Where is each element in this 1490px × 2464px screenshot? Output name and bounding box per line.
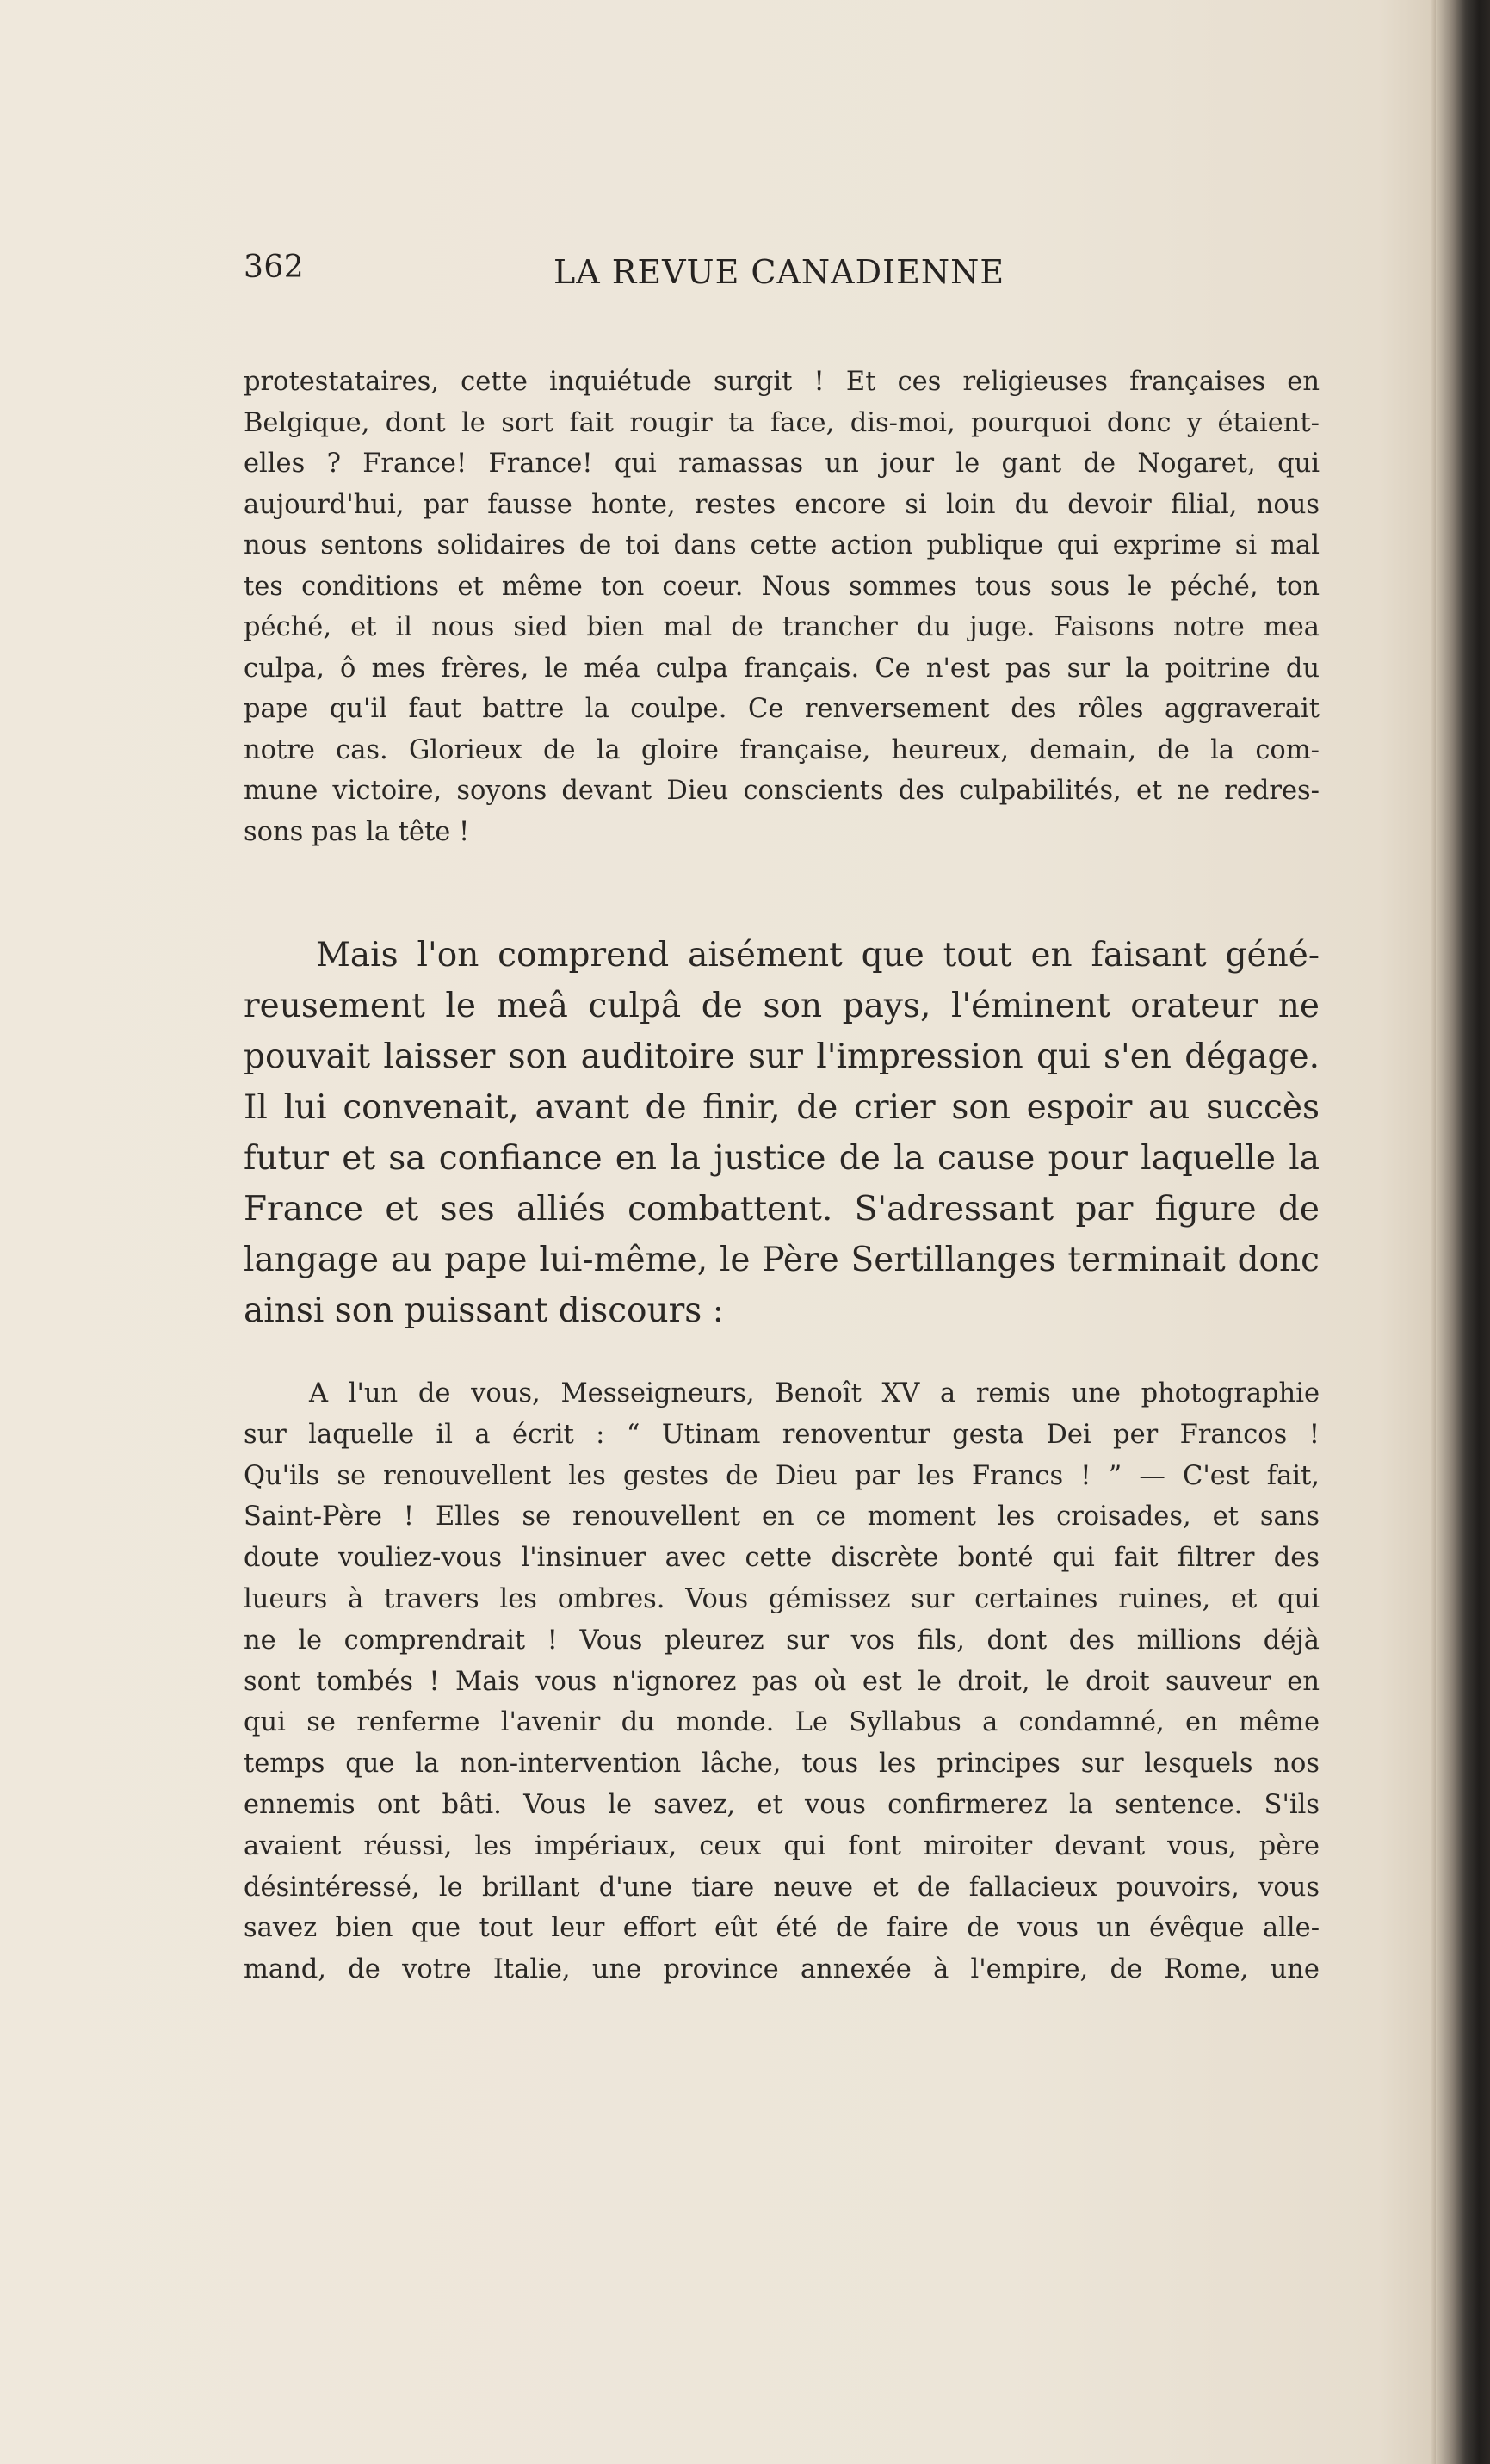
text-line: mune victoire, soyons devant Dieu conscients des culpabilités, et ne redres- — [244, 776, 1320, 806]
text-line: lueurs à travers les ombres. Vous gémissez sur certaines ruines, et qui — [244, 1583, 1320, 1614]
text-line: Qu'ils se renouvellent les gestes de Dieu par les Francs ! ” — C'est fait, — [244, 1460, 1320, 1491]
text-line: Belgique, dont le sort fait rougir ta face, dis-moi, pourquoi donc y étaient- — [244, 407, 1320, 438]
text-line: ne le comprendrait ! Vous pleurez sur vos fils, dont des millions déjà — [244, 1625, 1320, 1656]
text-line: sur laquelle il a écrit : “ Utinam renoventur gesta Dei per Francos ! — [244, 1419, 1320, 1450]
text-line: pouvait laisser son auditoire sur l'impression qui s'en dégage. — [244, 1037, 1320, 1076]
text-line: mand, de votre Italie, une province annexée à l'empire, de Rome, une — [244, 1954, 1320, 1985]
body-paragraph — [244, 930, 1320, 1336]
text-line: pape qu'il faut battre la coulpe. Ce renversement des rôles aggraverait — [244, 694, 1320, 724]
page-header — [244, 250, 1044, 301]
text-line: avaient réussi, les impériaux, ceux qui font miroiter devant vous, père — [244, 1830, 1320, 1861]
text-line: savez bien que tout leur effort eût été de faire de vous un évêque alle- — [244, 1913, 1320, 1944]
text-line: A l'un de vous, Messeigneurs, Benoît XV a remis une photographie — [309, 1378, 1320, 1408]
text-line: ainsi son puissant discours : — [244, 1291, 724, 1330]
text-line: Il lui convenait, avant de finir, de crier son espoir au succès — [244, 1088, 1320, 1127]
text-line: doute vouliez-vous l'insinuer avec cette discrète bonté qui fait filtrer des — [244, 1543, 1320, 1574]
text-line: protestataires, cette inquiétude surgit ! Et ces religieuses françaises en — [244, 367, 1320, 397]
text-line: nous sentons solidaires de toi dans cette action publique qui exprime si mal — [244, 530, 1320, 560]
text-line: ennemis ont bâti. Vous le savez, et vous confirmerez la sentence. S'ils — [244, 1789, 1320, 1820]
text-line: sons pas la tête ! — [244, 816, 470, 847]
text-line: elles ? France! France! qui ramassas un jour le gant de Nogaret, qui — [244, 449, 1320, 479]
text-line: France et ses alliés combattent. S'adressant par figure de — [244, 1190, 1320, 1229]
page-number: 362 — [244, 250, 305, 285]
text-line: reusement le meâ culpâ de son pays, l'éminent orateur ne — [244, 987, 1320, 1025]
text-line: péché, et il nous sied bien mal de trancher du juge. Faisons notre mea — [244, 612, 1320, 642]
text-line: langage au pape lui-même, le Père Sertillanges terminait donc — [244, 1241, 1320, 1279]
text-line: notre cas. Glorieux de la gloire française, heureux, demain, de la com- — [244, 734, 1320, 765]
text-line: temps que la non-intervention lâche, tous les principes sur lesquels nos — [244, 1749, 1320, 1780]
text-line: tes conditions et même ton coeur. Nous sommes tous sous le péché, ton — [244, 571, 1320, 602]
text-line: sont tombés ! Mais vous n'ignorez pas où est le droit, le droit sauveur en — [244, 1666, 1320, 1697]
text-line: Saint-Père ! Elles se renouvellent en ce moment les croisades, et sans — [244, 1501, 1320, 1532]
book-gutter — [1436, 0, 1490, 2464]
text-line: futur et sa confiance en la justice de la cause pour laquelle la — [244, 1139, 1320, 1178]
quoted-paragraph-2 — [244, 1373, 1320, 1990]
text-line: aujourd'hui, par fausse honte, restes encore si loin du devoir filial, nous — [244, 489, 1320, 520]
text-line: Mais l'on comprend aisément que tout en faisant géné- — [316, 936, 1320, 975]
running-title: LA REVUE CANADIENNE — [553, 253, 1005, 291]
text-line: désintéressé, le brillant d'une tiare neuve et de fallacieux pouvoirs, vous — [244, 1872, 1320, 1903]
quoted-paragraph-1 — [244, 362, 1320, 852]
text-line: culpa, ô mes frères, le méa culpa français. Ce n'est pas sur la poitrine du — [244, 653, 1320, 684]
text-line: qui se renferme l'avenir du monde. Le Syllabus a condamné, en même — [244, 1707, 1320, 1738]
